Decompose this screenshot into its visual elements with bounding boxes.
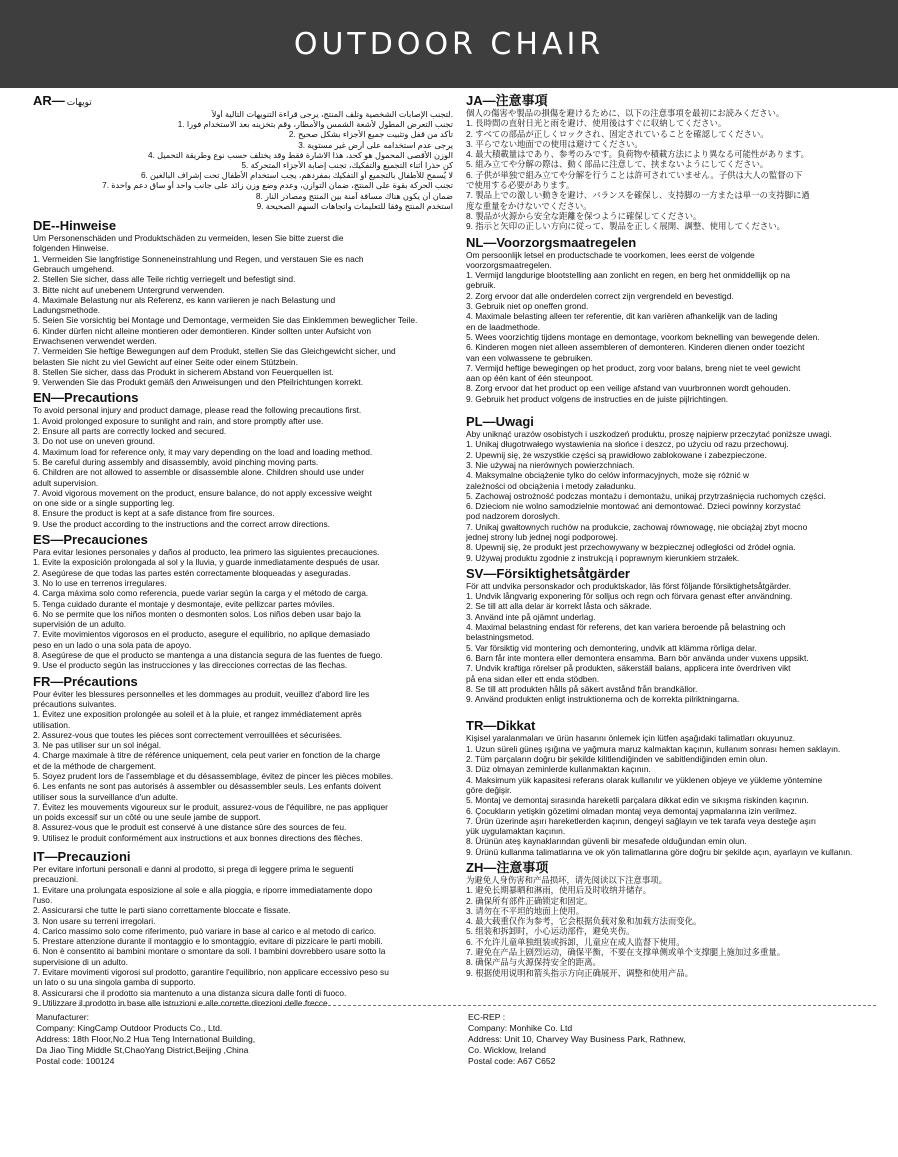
text-line: 6. No se permite que los niños monten o desmonten solos. Los niños deben usar bajo la	[33, 608, 361, 619]
section-heading	[33, 390, 453, 405]
text-line: 3. Nie używaj na nierównych powierzchniach.	[466, 459, 635, 470]
text-line: 3. Ne pas utiliser sur un sol inégal.	[33, 740, 162, 751]
text-line: تجنب الحركة بقوة على المنتج، ضمان التوازن، وعدم وضع وزن زائد على جانب واحد أو ساق دعم واحدة .7	[102, 181, 453, 191]
text-line: 9. Używaj produktu zgodnie z instrukcją i poprawnym kierunkiem strzałek.	[466, 552, 740, 563]
title-banner	[0, 0, 898, 88]
section-heading	[33, 532, 453, 547]
section-heading-text: SV—Försiktighetsåtgärder	[466, 565, 630, 581]
section-heading	[466, 414, 876, 429]
section-body	[466, 108, 876, 232]
text-line: zależności od obciążenia i metody załadunku.	[466, 480, 636, 491]
text-line: 5. Tenga cuidado durante el montaje y desmontaje, evite pellizcar partes móviles.	[33, 598, 335, 609]
text-line: 5. Be careful during assembly and disassembly, avoid pinching moving parts.	[33, 456, 319, 467]
text-line: göre değişir.	[466, 784, 512, 795]
text-line: 3. Non usare su terreni irregolari.	[33, 915, 156, 926]
section-body	[33, 110, 453, 212]
text-line: Um Personenschäden und Produktschäden zu vermeiden, lesen Sie bitte zuerst die	[33, 233, 344, 244]
section-ja	[466, 93, 876, 232]
section-body	[466, 250, 876, 404]
section-heading	[466, 566, 876, 581]
text-line: 9. 根据使用说明和箭头指示方向正确展开、调整和使用产品。	[466, 967, 694, 978]
text-line: 1. Avoid prolonged exposure to sunlight and rain, and store promptly after use.	[33, 415, 324, 426]
text-line: 2. Se till att alla delar är korrekt låsta och säkrade.	[466, 601, 652, 612]
text-line: 6. Kinderen mogen niet alleen assembleren of demonteren. Kinderen dienen onder toezicht	[466, 342, 805, 353]
text-line: الوزن الأقصى المحمول هو كحد، هذا الاشارة فقط وقد يختلف حسب نوع وطريقة التحميل .4	[148, 150, 453, 160]
text-line: 2. すべての部品が正しくロックされ、固定されていることを確認してください。	[466, 128, 769, 139]
text-line: 1. Evitare una prolungata esposizione al sole e alla pioggia, e riporre immediatamente dopo	[33, 884, 373, 895]
text-line: 5. 組み立てや分解の際は、動く部品に注意して、挟まないようにしてください。	[466, 159, 769, 170]
text-line: .لتجنب الإصابات الشخصية وتلف المنتج، يرجى قراءة التنويهات التالية أولاً	[211, 110, 453, 119]
text-line: et de la méthode de chargement.	[33, 760, 156, 771]
text-line: 8. Se till att produkten hålls på säkert avstånd från brandkällor.	[466, 683, 698, 694]
text-line: 为避免人身伤害和产品损坏，请先阅读以下注意事项。	[466, 875, 667, 885]
text-line: 9. Verwenden Sie das Produkt gemäß den Anweisungen und den Pfeilrichtungen korrekt.	[33, 377, 364, 388]
text-line: 6. Barn får inte montera eller demontera ensamma. Barn bör använda under vuxens uppsikt.	[466, 652, 809, 663]
text-line: peso en un lado o una sola pata de apoyo.	[33, 639, 192, 650]
text-line: 8. Upewnij się, że produkt jest przechowywany w bezpiecznej odległości od źródeł ognia.	[466, 542, 796, 553]
text-line: 8. Assurez-vous que le produit est conservé à une distance sûre des sources de feu.	[33, 822, 347, 833]
footer-line: Address: 18th Floor,No.2 Hua Teng International Building,	[36, 1034, 256, 1044]
text-line: 2. Ensure all parts are correctly locked and secured.	[33, 426, 227, 437]
section-heading-text: ES—Precauciones	[33, 532, 148, 548]
right-column	[466, 93, 876, 981]
text-line: 4. Maksimum yük kapasitesi referans olarak kullanılır ve yüklenen objeye ve yükleme yöntemine	[466, 774, 823, 785]
text-line: supervisión de un adulto.	[33, 619, 127, 630]
text-line: كن حذراً أثناء التجميع والتفكيك، تجنب إصابة الأجزاء المتحركة .5	[241, 161, 453, 171]
text-line: 6. Children are not allowed to assemble or disassemble alone. Children should use under	[33, 467, 365, 478]
footer-line: Postal code: 100124	[36, 1056, 115, 1066]
text-line: 4. Carico massimo solo come riferimento, può variare in base al carico e al metodo di carico.	[33, 925, 377, 936]
text-line: 3. Do not use on uneven ground.	[33, 436, 155, 447]
text-line: 8. Zorg ervoor dat het product op een veilige afstand van vuurbronnen wordt gehouden.	[466, 383, 791, 394]
text-line: 8. Assicurarsi che il prodotto sia mantenuto a una distanza sicura dalle fonti di fuoco.	[33, 987, 347, 998]
document-title: OUTDOOR CHAIR	[293, 26, 605, 62]
text-line: pod nadzorem dorosłych.	[466, 511, 561, 522]
section-heading	[33, 93, 453, 110]
text-line: Para evitar lesiones personales y daños al producto, lea primero las siguientes precauciones.	[33, 547, 380, 558]
text-line: 1. Évitez une exposition prolongée au soleil et à la pluie, et rangez immédiatement après	[33, 709, 362, 720]
section-heading-text: JA—注意事項	[466, 93, 548, 108]
text-line: 6. Kinder dürfen nicht alleine montieren oder demontieren. Kinder sollten unter Aufsicht von	[33, 325, 371, 336]
text-line: 7. Evite movimientos vigorosos en el producto, asegure el equilibrio, no aplique demasiado	[33, 629, 371, 640]
text-line: För att undvika personskador och produktskador, läs först följande försiktighetsåtgärder.	[466, 580, 791, 591]
text-line: 4. Maximale Belastung nur als Referenz, es kann variieren je nach Belastung und	[33, 294, 336, 305]
section-fr	[33, 674, 453, 843]
footer-line: Company: Monhike Co. Ltd	[468, 1023, 573, 1033]
text-line: ضمان أن يكون هناك مسافة آمنة بين المنتج ومصادر النار .8	[255, 191, 453, 201]
text-line: 3. 平らでない地面での使用は避けてください。	[466, 138, 643, 149]
text-line: på ena sidan eller ett enda stödben.	[466, 673, 600, 684]
text-line: 5. 组装和拆卸时，小心运动部件，避免夹伤。	[466, 926, 635, 937]
section-heading-text: NL—Voorzorgsmaatregelen	[466, 234, 637, 250]
text-line: 7. Avoid vigorous movement on the product, ensure balance, do not apply excessive weight	[33, 487, 372, 498]
text-line: 6. Dzieciom nie wolno samodzielnie montować ani demontować. Dzieci powinny korzystać	[466, 501, 801, 512]
section-heading-text: ZH—注意事项	[466, 860, 549, 875]
text-line: 7. Vermijd heftige bewegingen op het product, zorg voor balans, breng niet te veel gewicht	[466, 362, 801, 373]
section-body	[33, 864, 453, 1008]
text-line: belastningsmetod.	[466, 632, 534, 643]
section-heading-text: DE--Hinweise	[33, 218, 117, 234]
text-line: Erwachsenen verwendet werden.	[33, 336, 157, 346]
manufacturer-block	[36, 1012, 255, 1067]
text-line: Ladungsmethode.	[33, 305, 101, 316]
text-line: 1. 避免长期暴晒和淋雨，使用后及时收纳并储存。	[466, 885, 652, 896]
section-es	[33, 532, 453, 671]
text-line: 2. Asegúrese de que todas las partes estén correctamente bloqueadas y aseguradas.	[33, 567, 351, 578]
text-line: 3. 请勿在不平坦的地面上使用。	[466, 905, 585, 916]
text-line: 7. 避免在产品上剧烈运动，确保平衡，不要在支撑单侧或单个支撑腿上施加过多重量。	[466, 947, 786, 958]
text-line: belasten Sie nicht zu viel Gewicht auf einer Seite oder einem Stützbein.	[33, 356, 298, 367]
text-line: 7. Undvik kraftiga rörelser på produkten, säkerställ balans, applicera inte överdriven vikt	[466, 663, 791, 674]
text-line: 9. Utilizzare il prodotto in base alle istruzioni e alle corrette direzioni delle frecce.	[33, 997, 330, 1008]
text-line: 9. Use el producto según las instrucciones y las direcciones correctas de las flechas.	[33, 660, 348, 671]
text-line: Om persoonlijk letsel en productschade te voorkomen, lees eerst de volgende	[466, 249, 755, 260]
section-body	[33, 547, 453, 671]
text-line: 2. Upewnij się, że wszystkie części są prawidłowo zablokowane i zabezpieczone.	[466, 449, 767, 460]
text-line: 9. Use the product according to the instructions and the correct arrow directions.	[33, 518, 330, 529]
section-heading-text: PL—Uwagi	[466, 414, 534, 430]
footer-divider	[33, 1005, 876, 1006]
text-line: precauzioni.	[33, 874, 79, 885]
text-line: 7. 製品上での激しい動きを避け、バランスを確保し、支持脚の一方または単一の支持脚に過	[466, 190, 810, 201]
text-line: لا يُسمح للأطفال بالتجميع أو التفكيك بمفردهم، يجب استخدام الأطفال تحت إشراف البالغين .6	[140, 171, 453, 181]
text-line: 5. Seien Sie vorsichtig bei Montage und Demontage, vermeiden Sie das Einklemmen beweglicher Teile.	[33, 315, 418, 326]
section-body	[466, 581, 876, 705]
text-line: تأكد من قفل وتثبيت جميع الأجزاء بشكل صحيح .2	[288, 130, 453, 140]
text-line: 1. Undvik långvarig exponering för solljus och regn och förvara genast efter användning.	[466, 591, 793, 602]
section-heading-text: AR—	[33, 93, 65, 108]
text-line: 9. Gebruik het product volgens de instructies en de juiste pijlrichtingen.	[466, 393, 729, 404]
text-line: on one side or a single supporting leg.	[33, 498, 175, 509]
text-line: supervisione di un adulto.	[33, 956, 128, 967]
text-line: 4. Maximum load for reference only, it may vary depending on the load and loading method.	[33, 446, 373, 457]
section-body	[466, 429, 876, 563]
text-line: 6. 不允许儿童单独组装或拆卸，儿童应在成人监督下使用。	[466, 936, 685, 947]
footer-line: Postal code: A67 C652	[468, 1056, 556, 1066]
text-line: يرجى عدم استخدامه على أرض غير مستوية .3	[298, 140, 453, 150]
text-line: 7. Evitare movimenti vigorosi sul prodotto, garantire l'equilibrio, non applicare eccessivo peso su	[33, 967, 389, 978]
text-line: 7. Ürün üzerinde aşırı hareketlerden kaçının, dengeyi sağlayın ve tek tarafa veya desteğe aşırı	[466, 815, 817, 826]
text-line: 8. 确保产品与火源保持安全的距离。	[466, 957, 601, 968]
section-heading	[466, 235, 876, 250]
section-heading-text: TR—Dikkat	[466, 718, 536, 734]
section-heading	[466, 93, 876, 108]
text-line: gebruik.	[466, 280, 496, 291]
text-line: 6. Non è consentito ai bambini montare o smontare da soli. I bambini dovrebbero usare sotto la	[33, 946, 386, 957]
text-line: 1. Vermijd langdurige blootstelling aan zonlicht en regen, en berg het onmiddellijk op na	[466, 270, 791, 281]
text-line: 2. Stellen Sie sicher, dass alle Teile richtig verriegelt und befestigt sind.	[33, 274, 296, 285]
ec-rep-block	[468, 1012, 685, 1067]
section-en	[33, 390, 453, 529]
text-line: 5. Montaj ve demontaj sırasında hareketli parçalara dikkat edin ve sıkışma riskinden kaçının.	[466, 795, 809, 806]
text-line: aan op één kant of één steunpoot.	[466, 373, 594, 384]
text-line: 9. Utilisez le produit conformément aux instructions et aux bonnes directions des flèches.	[33, 832, 363, 843]
text-line: précautions suivantes.	[33, 698, 117, 709]
text-line: folgenden Hinweise.	[33, 243, 109, 254]
text-line: 3. Düz olmayan zeminlerde kullanmaktan kaçının.	[466, 764, 651, 775]
text-line: 9. Ürünü kullanma talimatlarına ve ok yön talimatlarına göre doğru bir şekilde açın, ayarlayın ve kullanın.	[466, 846, 853, 857]
left-column	[33, 93, 453, 1011]
text-line: 3. Använd inte på ojämnt underlag.	[466, 611, 596, 622]
section-heading-text: FR—Précautions	[33, 673, 138, 689]
section-heading-text: IT—Precauzioni	[33, 849, 131, 865]
text-line: van een volwassene te gebruiken.	[466, 352, 593, 363]
text-line: 4. 最大積載量はであり、参考のみです。負荷物や積載方法により異なる可能性があります。	[466, 149, 809, 160]
text-line: 3. Bitte nicht auf unebenem Untergrund verwenden.	[33, 284, 225, 295]
section-de	[33, 218, 453, 387]
text-line: 7. Unikaj gwałtownych ruchów na produkcie, zachowaj równowagę, nie obciążaj zbyt mocno	[466, 521, 808, 532]
text-line: 7. Vermeiden Sie heftige Bewegungen auf dem Produkt, stellen Sie das Gleichgewicht sicher, und	[33, 346, 396, 357]
text-line: 4. Maximale belasting alleen ter referentie, dit kan variëren afhankelijk van de lading	[466, 311, 778, 322]
text-line: تجنب التعرض المطول لأشعة الشمس والأمطار، وقم بتخزينه بعد الاستخدام فوراً .1	[177, 120, 453, 130]
text-line: 度な重量をかけないでください。	[466, 200, 592, 211]
text-line: 6. Les enfants ne sont pas autorisés à assembler ou désassembler seuls. Les enfants doivent	[33, 781, 381, 792]
text-line: To avoid personal injury and product damage, please read the following precautions first.	[33, 405, 362, 416]
text-line: 6. 子供が単独で組み立てや分解を行うことは許可されていません。子供は大人の監督の下	[466, 169, 803, 180]
section-body	[33, 233, 453, 387]
text-line: Pour éviter les blessures personnelles et les dommages au produit, veuillez d'abord lire les	[33, 688, 370, 699]
text-line: jednej strony lub jednej nogi podporowej.	[466, 531, 618, 542]
footer-line: Company: KingCamp Outdoor Products Co., Ltd.	[36, 1023, 223, 1033]
text-line: 5. Prestare attenzione durante il montaggio e lo smontaggio, evitare di pizzicare le parti mobili.	[33, 936, 383, 947]
text-line: 2. Assicurarsi che tutte le parti siano correttamente bloccate e fissate.	[33, 905, 291, 916]
section-heading	[33, 849, 453, 864]
section-heading-text: EN—Precautions	[33, 390, 139, 406]
section-body	[466, 875, 876, 978]
text-line: 1. Evite la exposición prolongada al sol y la lluvia, y guarde inmediatamente después de usar.	[33, 557, 380, 568]
text-line: 7. Évitez les mouvements vigoureux sur le produit, assurez-vous de l'équilibre, ne pas appliquer	[33, 801, 388, 812]
text-line: 5. Var försiktig vid montering och demontering, undvik att klämma rörliga delar.	[466, 642, 757, 653]
text-line: 2. Assurez-vous que toutes les pièces sont correctement verrouillées et sécurisées.	[33, 729, 343, 740]
section-heading	[33, 674, 453, 689]
text-line: 6. Çocukların yetişkin gözetimi olmadan montaj veya demontaj yapmalarına izin verilmez.	[466, 805, 797, 816]
text-line: استخدم المنتج وفقاً للتعليمات واتجاهات السهم الصحيحة .9	[256, 201, 453, 211]
footer-label: Manufacturer:	[36, 1012, 90, 1022]
text-line: 2. Zorg ervoor dat alle onderdelen correct zijn vergrendeld en bevestigd.	[466, 290, 734, 301]
text-line: Kişisel yaralanmaları ve ürün hasarını önlemek için lütfen aşağıdaki talimatları okuyunuz.	[466, 733, 796, 744]
text-line: voorzorgsmaatregelen.	[466, 259, 552, 270]
text-line: adult supervision.	[33, 477, 99, 488]
text-line: un lato o su una singola gamba di supporto.	[33, 977, 196, 988]
text-line: l'uso.	[33, 894, 53, 905]
text-line: 9. 指示と矢印の正しい方向に従って、製品を正しく展開、調整、使用してください。	[466, 221, 786, 232]
text-line: 3. Gebruik niet op oneffen grond.	[466, 301, 589, 312]
text-line: 4. Maximal belastning endast för referens, det kan variera beroende på belastning och	[466, 622, 786, 633]
section-body	[466, 733, 876, 857]
text-line: 4. Charge maximale à titre de référence uniquement, cela peut varier en fonction de la charge	[33, 750, 381, 761]
text-line: 9. Använd produkten enligt instruktionerna och de korrekta pilriktningarna.	[466, 694, 740, 705]
footer-line: Da Jiao Ting Middle St,ChaoYang District,Beijing ,China	[36, 1045, 249, 1055]
footer-line: Address: Unit 10, Charvey Way Business Park, Rathnew,	[468, 1034, 686, 1044]
text-line: 8. Asegúrese de que el producto se mantenga a una distancia segura de las fuentes de fuego.	[33, 650, 383, 661]
text-line: 5. Zachowaj ostrożność podczas montażu i demontażu, unikaj przytrzaśnięcia ruchomych części.	[466, 490, 826, 501]
text-line: 個人の傷害や製品の損傷を避けるために、以下の注意事項を最初にお読みください。	[466, 108, 785, 118]
text-line: 8. Ürünün ateş kaynaklarından güvenli bir mesafede olduğundan emin olun.	[466, 836, 747, 847]
text-line: 5. Wees voorzichtig tijdens montage en demontage, voorkom beknelling van bewegende delen.	[466, 331, 820, 342]
text-line: Gebrauch umgehend.	[33, 263, 115, 274]
text-line: 8. 製品が火源から安全な距離を保つように確保してください。	[466, 210, 702, 221]
text-line: Per evitare infortuni personali e danni al prodotto, si prega di leggere prima le seguenti	[33, 864, 354, 875]
text-line: un poids excessif sur un côté ou une seule jambe de support.	[33, 812, 261, 823]
text-line: 2. Tüm parçaların doğru bir şekilde kilitlendiğinden ve sabitlendiğinden emin olun.	[466, 754, 768, 765]
section-body	[33, 689, 453, 843]
text-line: yük uygulamaktan kaçının.	[466, 826, 566, 837]
text-line: 1. Vermeiden Sie langfristige Sonneneinstrahlung und Regen, und verstauen Sie es nach	[33, 253, 364, 264]
section-heading	[33, 218, 453, 233]
section-sv	[466, 566, 876, 705]
section-ar	[33, 93, 453, 212]
text-line: 3. No lo use en terrenos irregulares.	[33, 577, 167, 588]
text-line: utilisation.	[33, 719, 71, 730]
text-line: 2. 确保所有部件正确锁定和固定。	[466, 895, 593, 906]
text-line: 1. Unikaj długotrwałego wystawienia na słońce i deszcz, po użyciu od razu przechowuj.	[466, 439, 789, 450]
text-line: 1. 長時間の直射日光と雨を避け、使用後はすぐに収納してください。	[466, 118, 727, 129]
section-zh	[466, 860, 876, 978]
section-heading	[466, 860, 876, 875]
text-line: Aby uniknąć urazów osobistych i uszkodzeń produktu, proszę najpierw przeczytać poniższe uwagi.	[466, 429, 832, 440]
footer-label: EC-REP :	[468, 1012, 506, 1022]
text-line: en de laadmethode.	[466, 321, 541, 332]
text-line: 4. Carga máxima solo como referencia, puede variar según la carga y el método de carga.	[33, 588, 369, 599]
text-line: 4. 最大载重仅作为参考，它会根据负载对象和加载方法而变化。	[466, 916, 702, 927]
section-tr	[466, 718, 876, 857]
text-line: 8. Stellen Sie sicher, dass das Produkt in sicherem Abstand von Feuerquellen ist.	[33, 366, 334, 377]
section-subheading: تويهات	[66, 97, 92, 107]
text-line: 4. Maksymalne obciążenie tylko do celów informacyjnych, może się różnić w	[466, 470, 750, 481]
footer-line: Co. Wicklow, Ireland	[468, 1045, 546, 1055]
text-line: で使用する必要があります。	[466, 180, 575, 191]
text-line: 8. Ensure the product is kept at a safe distance from fire sources.	[33, 508, 275, 519]
section-body	[33, 405, 453, 529]
section-heading	[466, 718, 876, 733]
text-line: utiliser sous la surveillance d'un adulte.	[33, 791, 178, 802]
section-it	[33, 849, 453, 1008]
section-pl	[466, 414, 876, 563]
section-nl	[466, 235, 876, 404]
text-line: 1. Uzun süreli güneş ışığına ve yağmura maruz kalmaktan kaçının, kullanım sonrası hemen saklayın.	[466, 743, 841, 754]
text-line: 5. Soyez prudent lors de l'assemblage et du désassemblage, évitez de pincer les pièces mobiles.	[33, 770, 394, 781]
